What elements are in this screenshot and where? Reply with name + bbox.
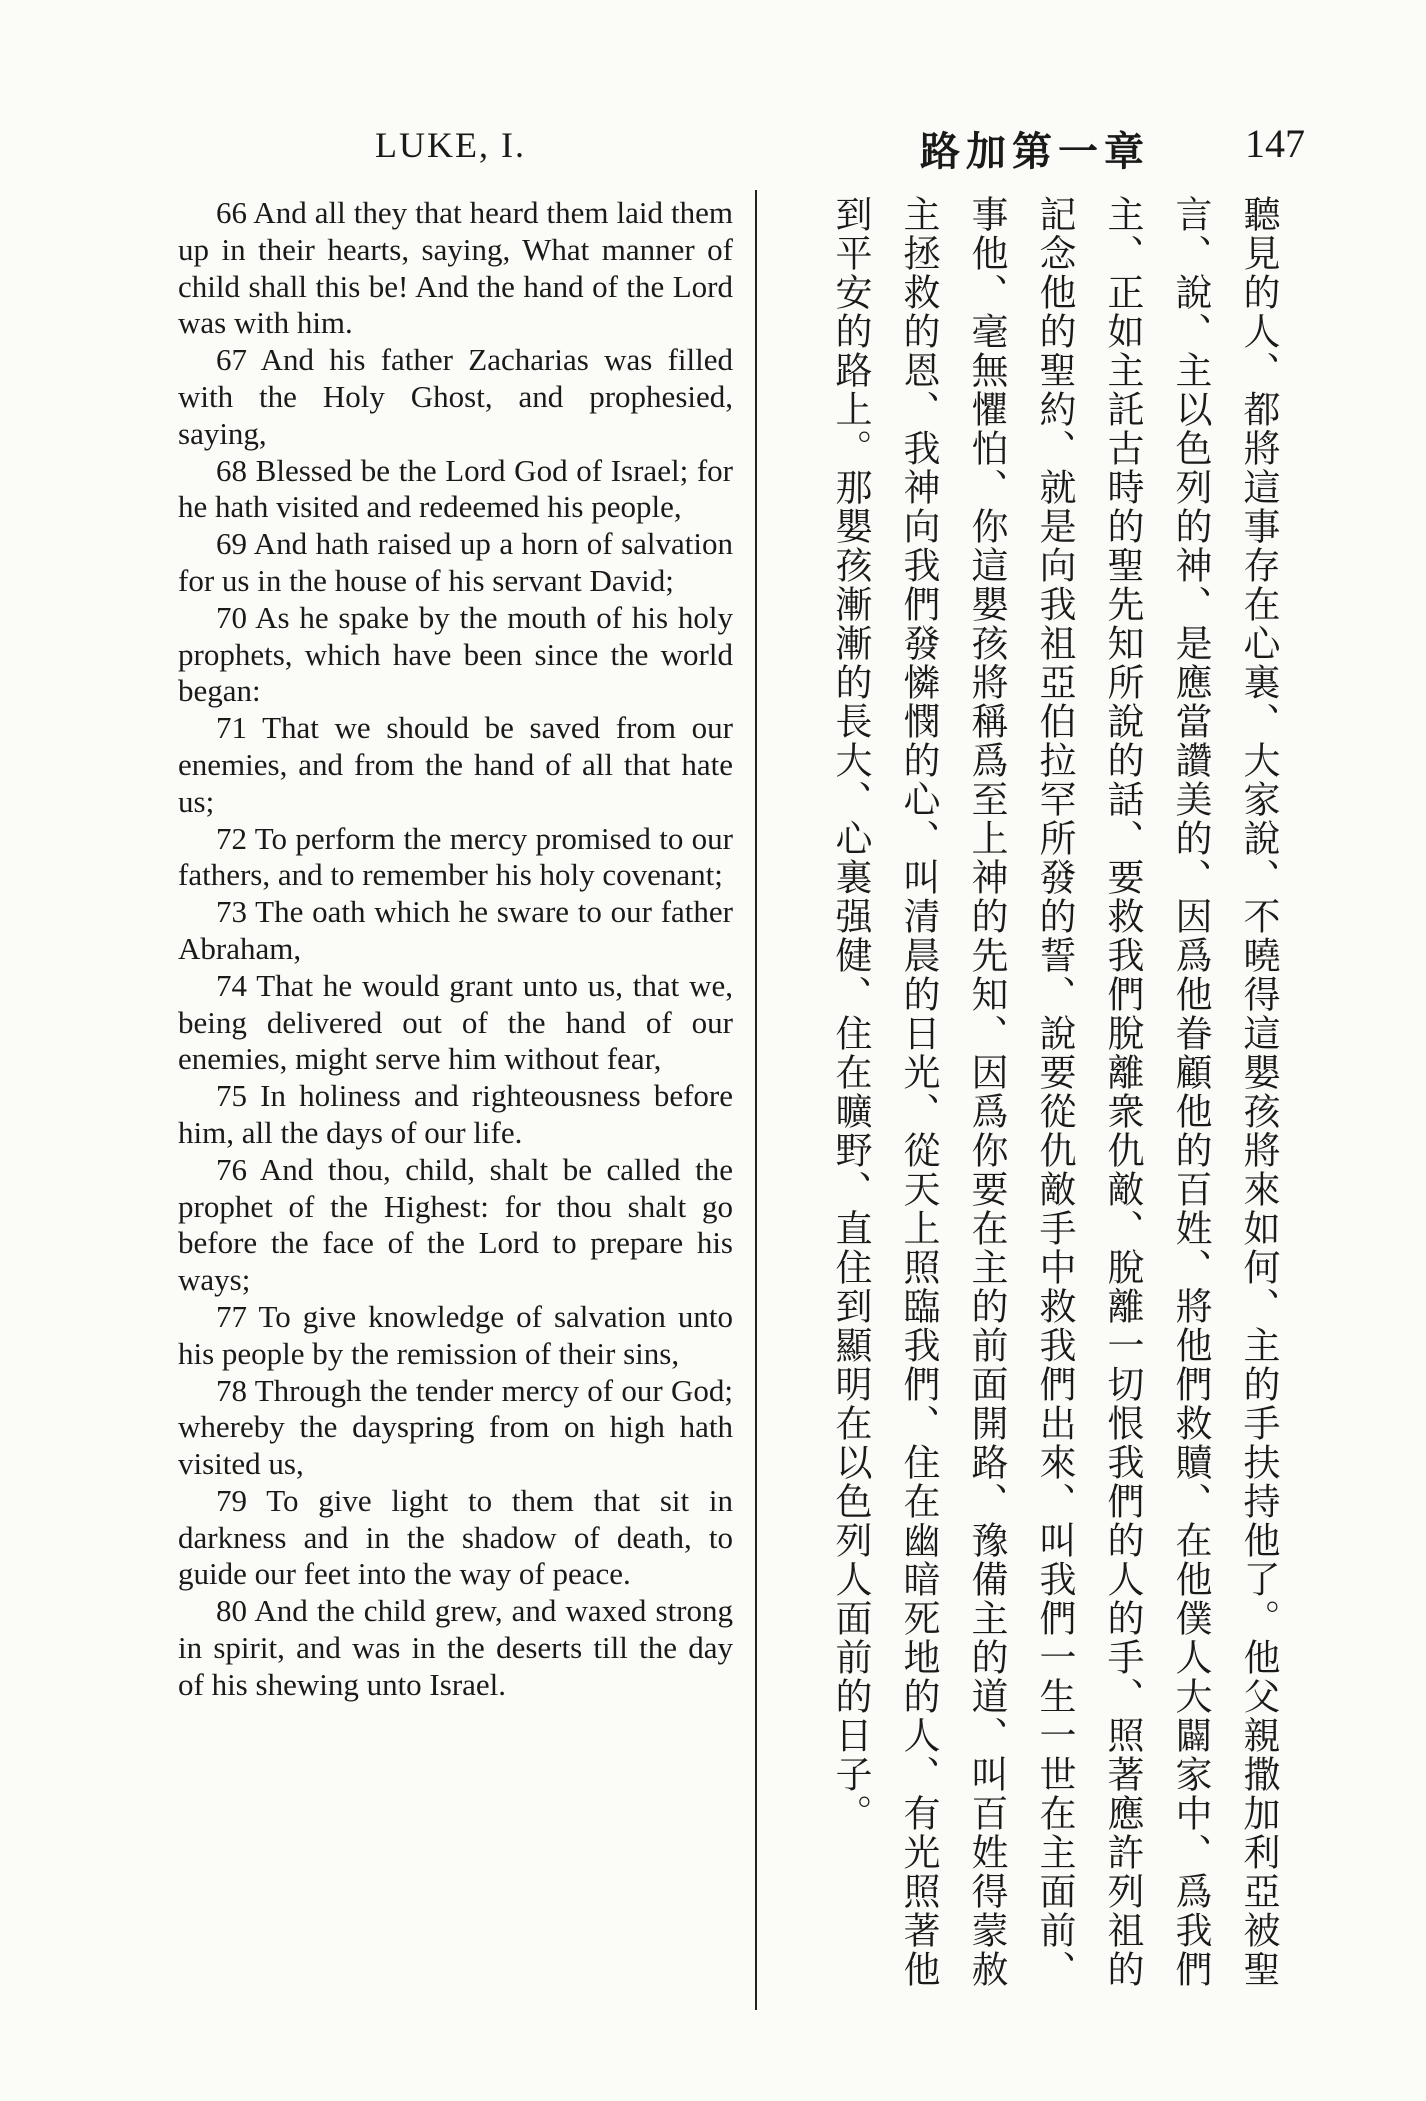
chinese-line-4: 記念他的聖約、就是向我祖亞伯拉罕所發的誓、說要從仇敵手中救我們出來、叫我們一生一世在主面前、 <box>1033 195 1076 1989</box>
running-head-english: LUKE, I. <box>375 125 526 165</box>
chinese-line-2: 言、說、主以色列的神、是應當讚美的、因爲他眷顧他的百姓、將他們救贖、在他僕人大闢家中、爲我們 <box>1169 195 1212 1989</box>
verse-73: 73 The oath which he sware to our father Abraham, <box>178 894 733 966</box>
page-number: 147 <box>1245 121 1305 166</box>
running-head-chinese: 路加第一章 <box>920 129 1150 175</box>
chinese-line-6: 主拯救的恩、我神向我們發憐憫的心、叫清晨的日光、從天上照臨我們、住在幽暗死地的人、有光照著他 <box>897 195 940 1989</box>
verse-74: 74 That he would grant unto us, that we, being delivered out of the hand of our enemies, might serve him without fear, <box>178 967 733 1077</box>
chinese-line-7: 到平安的路上。那嬰孩漸漸的長大、心裏强健、住在曠野、直住到顯明在以色列人面前的日子。 <box>829 195 872 1833</box>
chinese-text-column <box>770 195 1290 1995</box>
verse-76: 76 And thou, child, shalt be called the prophet of the Highest: for thou shalt go before the face of the Lord to prepare his ways; <box>178 1151 733 1298</box>
verse-72: 72 To perform the mercy promised to our fathers, and to remember his holy covenant; <box>178 820 733 893</box>
verse-66: 66 And all they that heard them laid them up in their hearts, saying, What manner of child shall this be! And the hand of the Lord was with him. <box>178 195 733 341</box>
page-header <box>0 110 1426 190</box>
chinese-line-5: 事他、毫無懼怕、你這嬰孩將稱爲至上神的先知、因爲你要在主的前面開路、豫備主的道、叫百姓得蒙赦 <box>965 195 1008 1989</box>
verse-70: 70 As he spake by the mouth of his holy prophets, which have been since the world began: <box>178 599 733 709</box>
chinese-line-1: 聽見的人、都將這事存在心裏、大家說、不曉得這嬰孩將來如何、主的手扶持他了。他父親撒加利亞被聖 <box>1237 195 1280 1989</box>
verse-69: 69 And hath raised up a horn of salvation for us in the house of his servant David; <box>178 526 733 598</box>
column-divider <box>755 190 757 2010</box>
verse-77: 77 To give knowledge of salvation unto his people by the remission of their sins, <box>178 1298 733 1371</box>
verse-78: 78 Through the tender mercy of our God; whereby the dayspring from on high hath visited us, <box>178 1372 733 1482</box>
verse-79: 79 To give light to them that sit in darkness and in the shadow of death, to guide our feet into the way of peace. <box>178 1482 733 1592</box>
verse-67: 67 And his father Zacharias was filled with the Holy Ghost, and prophesied, saying, <box>178 342 733 451</box>
verse-68: 68 Blessed be the Lord God of Israel; for he hath visited and redeemed his people, <box>178 452 733 525</box>
verse-75: 75 In holiness and righteousness before him, all the days of our life. <box>178 1078 733 1150</box>
chinese-line-3: 主、正如主託古時的聖先知所說的話、要救我們脫離衆仇敵、脫離一切恨我們的人的手、照著應許列祖的 <box>1101 195 1144 1989</box>
english-text-column <box>178 195 733 1704</box>
verse-80: 80 And the child grew, and waxed strong in spirit, and was in the deserts till the day of his shewing unto Israel. <box>178 1593 733 1702</box>
verse-71: 71 That we should be saved from our enemies, and from the hand of all that hate us; <box>178 710 733 819</box>
